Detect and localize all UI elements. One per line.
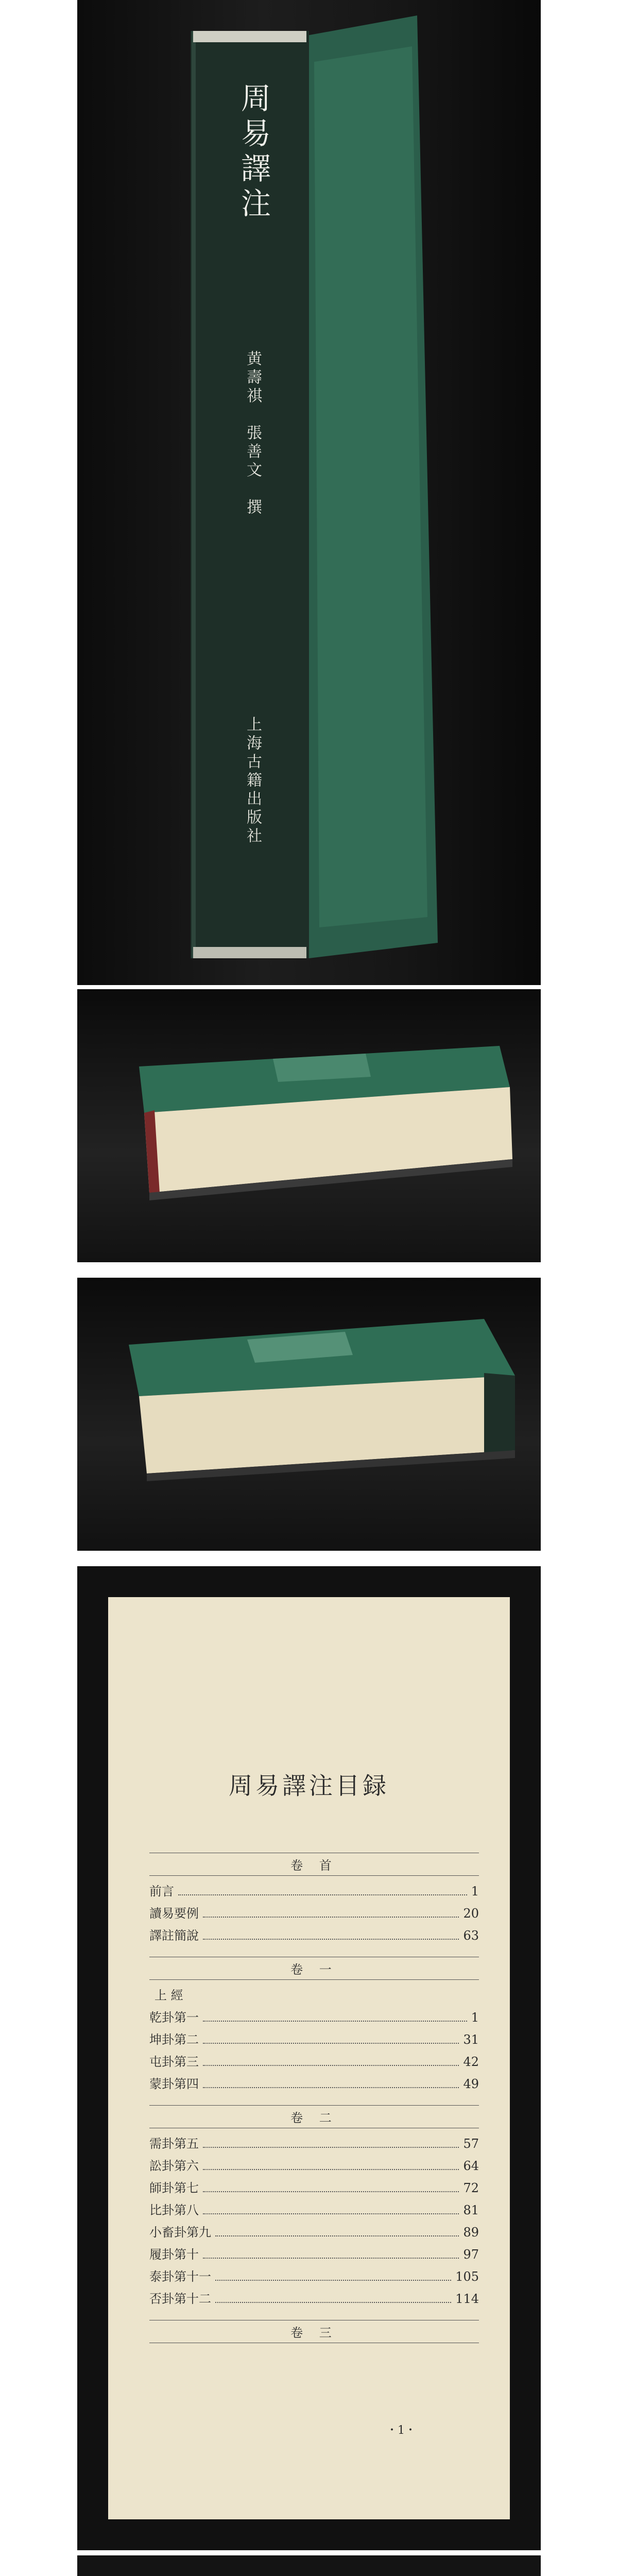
toc-entry bbox=[149, 2222, 479, 2240]
toc-leader bbox=[215, 2280, 451, 2281]
toc-entry-page: 1 bbox=[471, 1884, 479, 1899]
toc-leader bbox=[203, 2043, 459, 2044]
book-standing-svg bbox=[77, 0, 541, 985]
toc-entry-label: 前言 bbox=[149, 1884, 174, 1899]
toc-entry-label: 履卦第十 bbox=[149, 2247, 199, 2262]
toc-entry bbox=[149, 1903, 479, 1921]
toc-entry-label: 小畜卦第九 bbox=[149, 2225, 211, 2240]
spine-top-wear bbox=[193, 31, 306, 42]
toc-leader bbox=[203, 2191, 459, 2192]
toc-entry bbox=[149, 2029, 479, 2047]
toc-entry-page: 89 bbox=[463, 2225, 479, 2240]
toc-entry-page: 72 bbox=[463, 2181, 479, 2195]
toc-leader bbox=[203, 2213, 459, 2214]
toc-entry-page: 64 bbox=[463, 2159, 479, 2173]
toc-entry-label: 乾卦第一 bbox=[149, 2010, 199, 2025]
toc-leader bbox=[215, 2235, 459, 2236]
toc-entry-label: 蒙卦第四 bbox=[149, 2077, 199, 2091]
photo-spine bbox=[77, 0, 541, 985]
toc-entry-label: 屯卦第三 bbox=[149, 2055, 199, 2069]
spine-publisher: 上海古籍出版社 bbox=[244, 716, 262, 846]
toc-leader bbox=[203, 2169, 459, 2170]
toc-entry bbox=[149, 2244, 479, 2262]
photo-open-book-1 bbox=[77, 2555, 541, 2576]
toc-entry-page: 31 bbox=[463, 2032, 479, 2047]
toc-entry bbox=[149, 2074, 479, 2092]
spine-end bbox=[484, 1373, 515, 1453]
photo-book-flat-1 bbox=[77, 989, 541, 1262]
toc-entry-page: 63 bbox=[463, 1928, 479, 1943]
book-flat-svg-2 bbox=[77, 1278, 541, 1551]
toc-leader bbox=[203, 2065, 459, 2066]
cover-pattern bbox=[314, 46, 427, 927]
toc-entry-label: 坤卦第二 bbox=[149, 2032, 199, 2047]
toc-leader bbox=[215, 2302, 451, 2303]
toc-entry bbox=[149, 2266, 479, 2284]
toc-section-heading: 卷 首 bbox=[149, 1853, 479, 1876]
toc-page-number: ・1・ bbox=[386, 2424, 416, 2437]
toc-entry-label: 師卦第七 bbox=[149, 2181, 199, 2195]
toc-leader bbox=[203, 2021, 467, 2022]
toc-entry-label: 讀易要例 bbox=[149, 1906, 199, 1921]
toc-section-heading: 卷 三 bbox=[149, 2320, 479, 2343]
toc-entry-label: 比卦第八 bbox=[149, 2203, 199, 2217]
toc-section-heading: 卷 一 bbox=[149, 1957, 479, 1980]
toc-leader bbox=[203, 1939, 459, 1940]
toc-entry bbox=[149, 2133, 479, 2151]
toc-entry bbox=[149, 2289, 479, 2307]
open-book-svg-1 bbox=[77, 2555, 541, 2576]
toc-entry-page: 49 bbox=[463, 2077, 479, 2091]
toc-leader bbox=[178, 1894, 467, 1895]
toc-section-heading: 卷 二 bbox=[149, 2105, 479, 2128]
toc-entry-page: 1 bbox=[471, 2010, 479, 2025]
toc-entry-label: 泰卦第十一 bbox=[149, 2269, 211, 2284]
toc-entry bbox=[149, 2156, 479, 2174]
spine-authors: 黄壽祺 張善文 撰 bbox=[244, 350, 262, 517]
toc-entry bbox=[149, 2178, 479, 2196]
toc-entry-label: 需卦第五 bbox=[149, 2137, 199, 2151]
toc-leader bbox=[203, 1917, 459, 1918]
toc-entry-page: 105 bbox=[455, 2269, 479, 2284]
spine-bottom-wear bbox=[193, 947, 306, 958]
toc-entry-label: 譯註簡說 bbox=[149, 1928, 199, 1943]
photo-toc-page bbox=[77, 1566, 541, 2550]
toc-entry-page: 20 bbox=[463, 1906, 479, 1921]
spine-edge-highlight bbox=[192, 31, 196, 958]
toc-entry-page: 97 bbox=[463, 2247, 479, 2262]
spine-title: 周易譯注 bbox=[236, 82, 271, 223]
toc-title: 周易譯注目録 bbox=[229, 1772, 389, 1800]
toc-leader bbox=[203, 2258, 459, 2259]
toc-entry-page: 42 bbox=[463, 2055, 479, 2069]
toc-entry-page: 81 bbox=[463, 2203, 479, 2217]
toc-entry-label: 否卦第十二 bbox=[149, 2292, 211, 2306]
book-flat-svg-1 bbox=[77, 989, 541, 1262]
toc-entry bbox=[149, 2007, 479, 2025]
toc-entry-label: 訟卦第六 bbox=[149, 2159, 199, 2173]
toc-paper bbox=[108, 1597, 510, 2519]
photo-book-flat-2 bbox=[77, 1278, 541, 1551]
toc-leader bbox=[203, 2087, 459, 2088]
toc-body bbox=[149, 1839, 479, 2348]
toc-entry bbox=[149, 2052, 479, 2070]
toc-subheading: 上 經 bbox=[154, 1988, 183, 2003]
toc-entry-page: 114 bbox=[455, 2292, 479, 2306]
toc-entry-page: 57 bbox=[463, 2137, 479, 2151]
toc-entry bbox=[149, 1881, 479, 1899]
toc-leader bbox=[203, 2147, 459, 2148]
toc-entry bbox=[149, 2200, 479, 2218]
toc-entry bbox=[149, 1925, 479, 1943]
